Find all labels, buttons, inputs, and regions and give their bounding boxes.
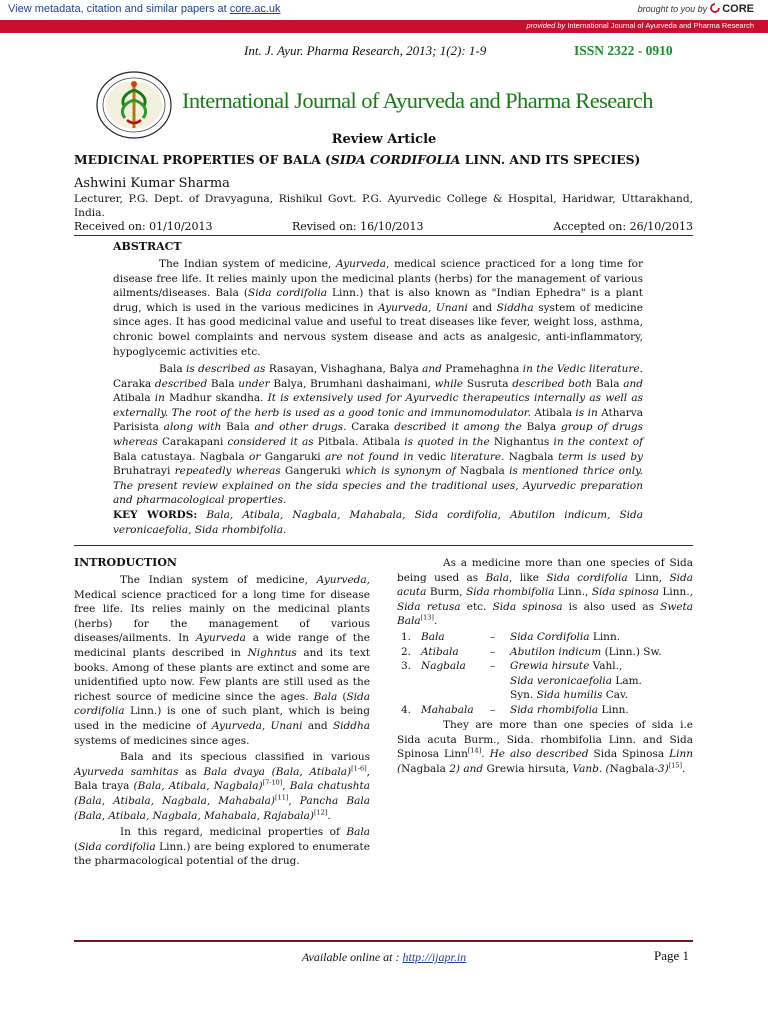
footer-availability: Available online at : http://ijapr.in xyxy=(301,950,467,964)
core-brought-by[interactable]: brought to you by CORE xyxy=(637,3,754,15)
revised-date: Revised on: 16/10/2013 xyxy=(292,220,424,233)
list-item: 4. Mahabala – Sida rhombifolia Linn. xyxy=(401,703,629,716)
intro-paragraph-1: The Indian system of medicine, Ayurveda, Medical science practiced for a long time for disease free life. Its relies mainly on the medicinal plants (herbs) for the management of various diseases/ailments. In Ayurveda a wide range of the medicinal plants described in Nighntus and its text books. Among of these plants are extinct and some are unidentified upto now. Few plants are still used as the richest source of medicine since the ages. Bala (Sida cordifolia Linn.) is one of such plant, which is being used in the medicine of Ayurveda, Unani and Siddha systems of medicines since ages. xyxy=(74,574,371,747)
article-title: MEDICINAL PROPERTIES OF BALA (SIDA CORDIFOLIA LINN. AND ITS SPECIES) xyxy=(74,152,641,167)
list-item: 3. Nagbala – Grewia hirsute Vahl., xyxy=(401,660,623,673)
header-divider xyxy=(74,235,693,236)
received-date: Received on: 01/10/2013 xyxy=(74,220,213,233)
citation-ref: [15] xyxy=(668,761,683,770)
footer-divider xyxy=(74,940,693,942)
journal-logo-icon xyxy=(94,70,174,140)
intro-left-column xyxy=(74,573,370,869)
abstract-divider xyxy=(74,545,693,546)
intro-paragraph-3: In this regard, medicinal properties of Bala (Sida cordifolia Linn.) are being explored to enumerate the pharmacological potential of the drug. xyxy=(74,826,370,868)
list-item: 1. Bala – Sida Cordifolia Linn. xyxy=(401,631,621,643)
citation-ref: [12] xyxy=(314,808,328,816)
list-item: Syn. Sida humilis Cav. xyxy=(510,689,629,702)
introduction-heading: INTRODUCTION xyxy=(74,556,177,569)
list-item: Sida veronicaefolia Lam. xyxy=(510,674,642,687)
abstract-heading: ABSTRACT xyxy=(113,240,182,253)
citation-ref: [1-6] xyxy=(351,764,367,773)
author-affiliation: Lecturer, P.G. Dept. of Dravyaguna, Rishikul Govt. P.G. Ayurvedic College & Hospital, Haridwar, Uttarakhand, India. xyxy=(74,193,693,219)
intro-paragraph-2: Bala and its specious classified in various Ayurveda samhitas as Bala dvaya (Bala, Atibala)[1-6], Bala traya (Bala, Atibala, Nagbala)[7-10], Bala chatushta (Bala, Atibala, Nagbala, Mahabala)[11], Pancha Bala (Bala, Atibala, Nagbala, Mahabala, Rajabala)[12]. xyxy=(74,751,370,822)
abstract-paragraph-2: Bala is described as Rasayan, Vishaghana, Balya and Pramehaghna in the Vedic literature. Caraka described Bala under Balya, Brumhani dashaimani, while Susruta described both Bala and Atibala in Madhur skandha. It is extensively used for Ayurvedic therapeutics internally as well as externally. The root of the herb is used as a good tonic and immunomodulator. Atibala is in Atharva Parisista along with Bala and other drugs. Caraka described it among the Balya group of drugs whereas Carakapani considered it as Pitbala. Atibala is quoted in the Nighantus in the context of Bala catustaya. Nagbala or Gangaruki are not found in vedic literature. Nagbala term is used by Bruhatrayi repeatedly whereas Gangeruki which is synonym of Nagbala is mentioned thrice only. The present review explained on the sida species and the traditional uses, Ayurvedic preparation and pharmacological properties. xyxy=(113,363,644,507)
accepted-date: Accepted on: 26/10/2013 xyxy=(553,220,693,233)
page-number: Page 1 xyxy=(654,948,690,963)
journal-reference: Int. J. Ayur. Pharma Research, 2013; 1(2): 1-9 xyxy=(244,43,487,58)
abstract-paragraph-1: The Indian system of medicine, Ayurveda, medical science practiced for a long time for disease free life. It relies mainly upon the medicinal plants (herbs) for the management of various ailments/diseases. Bala (Sida cordifolia Linn.) that is also known as "Indian Ephedra" is a plant drug, which is used in the various medicines in Ayurveda, Unani and Siddha system of medicine since ages. It has good medicinal value and useful to treat diseases like fever, weight loss, asthma, chronic bowel complaints and nervous system disease and acts as analgesic, anti-inflammatory, hypoglycemic activities etc. xyxy=(113,258,643,358)
article-type: Review Article xyxy=(331,132,437,147)
keywords: KEY WORDS: Bala, Atibala, Nagbala, Mahabala, Sida cordifolia, Abutilon indicum, Sida veronicaefolia, Sida rhombifolia. xyxy=(113,509,643,536)
core-metadata-link[interactable]: View metadata, citation and similar papers at core.ac.uk xyxy=(8,3,281,15)
citation-ref: [14] xyxy=(467,746,482,755)
journal-url-link[interactable]: http://ijapr.in xyxy=(402,950,467,964)
core-logo-icon xyxy=(710,3,720,13)
list-item: 2. Atibala – Abutilon indicum (Linn.) Sw. xyxy=(401,645,662,658)
journal-title: International Journal of Ayurveda and Pharma Research xyxy=(182,88,653,113)
author-name: Ashwini Kumar Sharma xyxy=(74,176,230,191)
right-column-paragraph-1: As a medicine more than one species of Sida being used as Bala, like Sida cordifolia Linn, Sida acuta Burm, Sida rhombifolia Linn., Sida spinosa Linn., Sida retusa etc. Sida spinosa is also used as Sweta Bala[13]. xyxy=(397,557,694,628)
citation-ref: [11] xyxy=(275,793,289,802)
provided-by-bar: provided by International Journal of Ayurveda and Pharma Research xyxy=(0,20,768,33)
citation-ref: [7-10] xyxy=(262,778,283,787)
right-column-paragraph-2: They are more than one species of sida i.e Sida acuta Burm., Sida. rhombifolia Linn. and Sida Spinosa Linn[14]. He also described Sida Spinosa Linn (Nagbala 2) and Grewia hirsuta, Vanb. (Nagbala-3)[15]. xyxy=(397,719,693,775)
core-link[interactable]: core.ac.uk xyxy=(229,3,281,15)
issn: ISSN 2322 - 0910 xyxy=(574,43,673,58)
bala-species-list xyxy=(397,630,697,718)
citation-ref: [13] xyxy=(420,613,434,622)
